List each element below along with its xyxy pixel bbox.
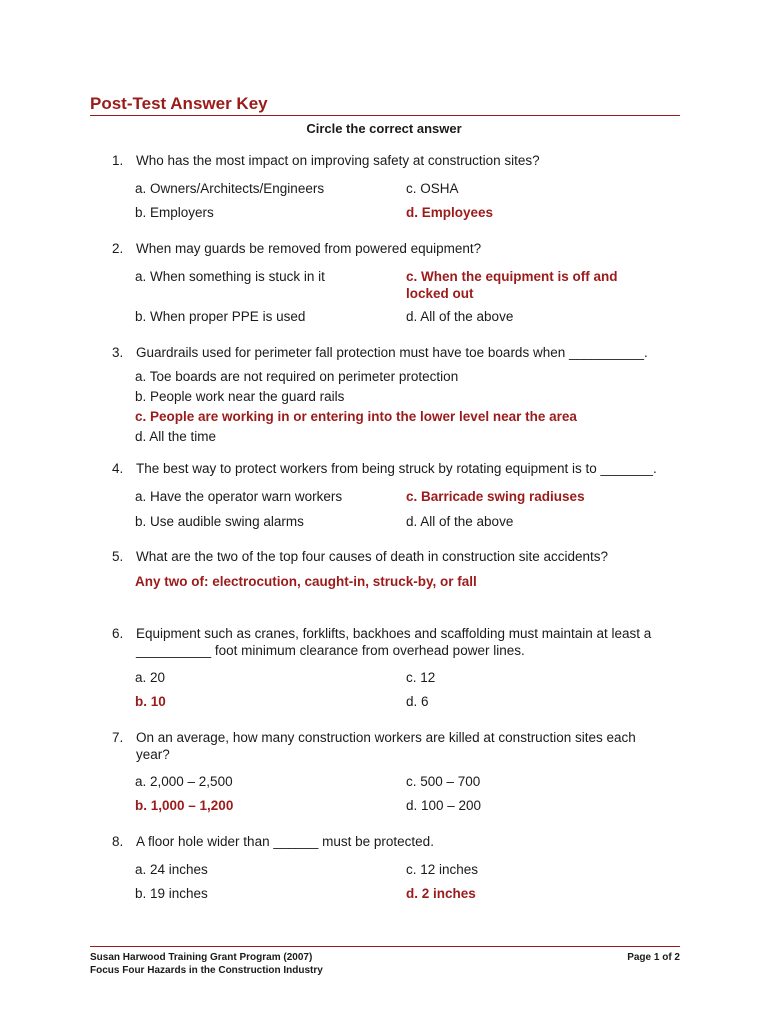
q4-option-d: d. All of the above (406, 514, 514, 529)
q2-option-d: d. All of the above (406, 309, 514, 324)
question-7 (112, 729, 672, 763)
question-number: 8. (112, 834, 124, 849)
q4-option-c-answer: c. Barricade swing radiuses (406, 489, 585, 504)
question-number: 1. (112, 153, 124, 168)
page-number: Page 1 of 2 (627, 952, 680, 963)
q3-option-b: b. People work near the guard rails (135, 389, 345, 404)
q3-option-d: d. All the time (135, 429, 217, 444)
footer-rule (90, 946, 680, 947)
q6-option-c: c. 12 (406, 670, 436, 685)
question-6 (112, 625, 672, 659)
q7-option-c: c. 500 – 700 (406, 774, 481, 789)
q7-option-b-answer: b. 1,000 – 1,200 (135, 798, 234, 813)
q1-option-b: b. Employers (135, 205, 214, 220)
q4-option-a: a. Have the operator warn workers (135, 489, 343, 504)
instruction: Circle the correct answer (306, 121, 462, 136)
q3-option-c-answer: c. People are working in or entering into the lower level near the area (135, 409, 577, 424)
q1-option-c: c. OSHA (406, 181, 459, 196)
question-text: A floor hole wider than ______ must be protected. (136, 834, 434, 849)
question-4 (112, 460, 672, 477)
question-text: Guardrails used for perimeter fall protection must have toe boards when __________. (136, 345, 648, 360)
question-number: 2. (112, 241, 124, 256)
question-number: 5. (112, 549, 124, 564)
question-text: When may guards be removed from powered equipment? (136, 241, 482, 256)
page-title: Post-Test Answer Key (90, 94, 268, 113)
footer-program: Susan Harwood Training Grant Program (2007) (90, 952, 313, 963)
q8-option-d-answer: d. 2 inches (406, 886, 476, 901)
question-1 (112, 152, 672, 169)
question-5 (112, 548, 672, 565)
question-text: The best way to protect workers from being struck by rotating equipment is to _______. (136, 461, 657, 476)
q3-option-a: a. Toe boards are not required on perimeter protection (135, 369, 459, 384)
q6-option-b-answer: b. 10 (135, 694, 166, 709)
q7-option-a: a. 2,000 – 2,500 (135, 774, 233, 789)
q6-option-d: d. 6 (406, 694, 429, 709)
q4-option-b: b. Use audible swing alarms (135, 514, 304, 529)
q1-option-a: a. Owners/Architects/Engineers (135, 181, 325, 196)
q8-option-a: a. 24 inches (135, 862, 208, 877)
q8-option-c: c. 12 inches (406, 862, 479, 877)
q2-option-c-answer: c. When the equipment is off and locked out (406, 269, 618, 301)
q6-option-a: a. 20 (135, 670, 166, 685)
q8-option-b: b. 19 inches (135, 886, 208, 901)
question-text: Who has the most impact on improving safety at construction sites? (136, 153, 540, 168)
q2-option-a: a. When something is stuck in it (135, 269, 325, 284)
question-text: What are the two of the top four causes of death in construction site accidents? (136, 549, 609, 564)
question-8 (112, 833, 672, 850)
q7-option-d: d. 100 – 200 (406, 798, 482, 813)
question-text: Equipment such as cranes, forklifts, backhoes and scaffolding must maintain at least a __________ foot minimum clearance from overhead power lines. (136, 626, 652, 658)
question-number: 7. (112, 730, 124, 745)
question-number: 6. (112, 626, 124, 641)
question-3 (112, 344, 672, 361)
question-number: 4. (112, 461, 124, 476)
title-rule (90, 115, 680, 116)
question-text: On an average, how many construction workers are killed at construction sites each year? (136, 730, 636, 762)
q1-option-d-answer: d. Employees (406, 205, 494, 220)
q5-answer: Any two of: electrocution, caught-in, struck-by, or fall (135, 574, 477, 589)
footer-course: Focus Four Hazards in the Construction Industry (90, 965, 323, 976)
question-2 (112, 240, 672, 257)
q2-option-b: b. When proper PPE is used (135, 309, 306, 324)
question-number: 3. (112, 345, 124, 360)
